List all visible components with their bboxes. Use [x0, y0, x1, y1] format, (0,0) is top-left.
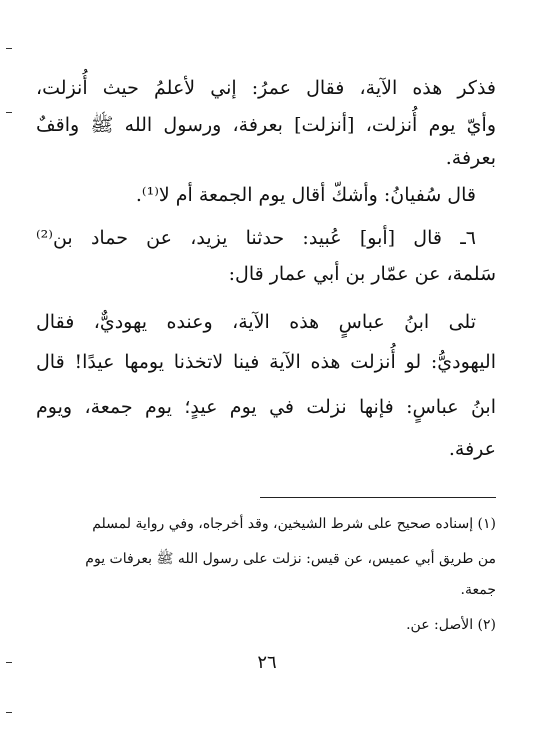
body-line-8: اليهوديُّ: لو أُنزلت هذه الآية فينا لاتخذنا يومها عيدًا! قال: [36, 351, 496, 373]
body-line-4: قال سُفيانُ: وأشكّ أقال يوم الجمعة أم لا⁽¹⁾.: [135, 184, 476, 206]
body-line-3: بعرفة.: [445, 147, 496, 169]
body-line-6: سَلمة، عن عمّار بن أبي عمار قال:: [228, 263, 496, 285]
margin-mark: [6, 48, 12, 49]
body-line-2: وأيّ يوم أُنزلت، [أنزلت] بعرفة، ورسول الله ﷺ واقفٌ: [36, 114, 496, 136]
page-number: ٢٦: [257, 652, 277, 673]
body-line-1: فذكر هذه الآية، فقال عمرُ: إني لأعلمُ حيث أُنزلت،: [36, 77, 496, 99]
body-line-10: عرفة.: [448, 438, 496, 460]
margin-mark: [6, 112, 12, 113]
footnote-line-2: من طريق أبي عميس، عن قيس: نزلت على رسول الله ﷺ بعرفات يوم: [85, 551, 496, 567]
footnote-line-4: (٢) الأصل: عن.: [406, 617, 496, 633]
margin-mark: [6, 712, 12, 713]
body-line-7: تلى ابنُ عباسٍ هذه الآية، وعنده يهوديٌّ، فقال: [36, 311, 476, 333]
footnote-line-3: جمعة.: [460, 582, 496, 598]
footnote-line-1: (١) إسناده صحيح على شرط الشيخين، وقد أخرجاه، وفي رواية لمسلم: [92, 516, 496, 532]
body-line-5: ٦ـ قال [أبو] عُبيد: حدثنا يزيد، عن حماد بن⁽²⁾: [36, 227, 476, 249]
footnote-divider: [260, 497, 496, 498]
body-line-9: ابنُ عباسٍ: فإنها نزلت في يوم عيدٍ؛ يوم جمعة، ويوم: [36, 396, 496, 418]
